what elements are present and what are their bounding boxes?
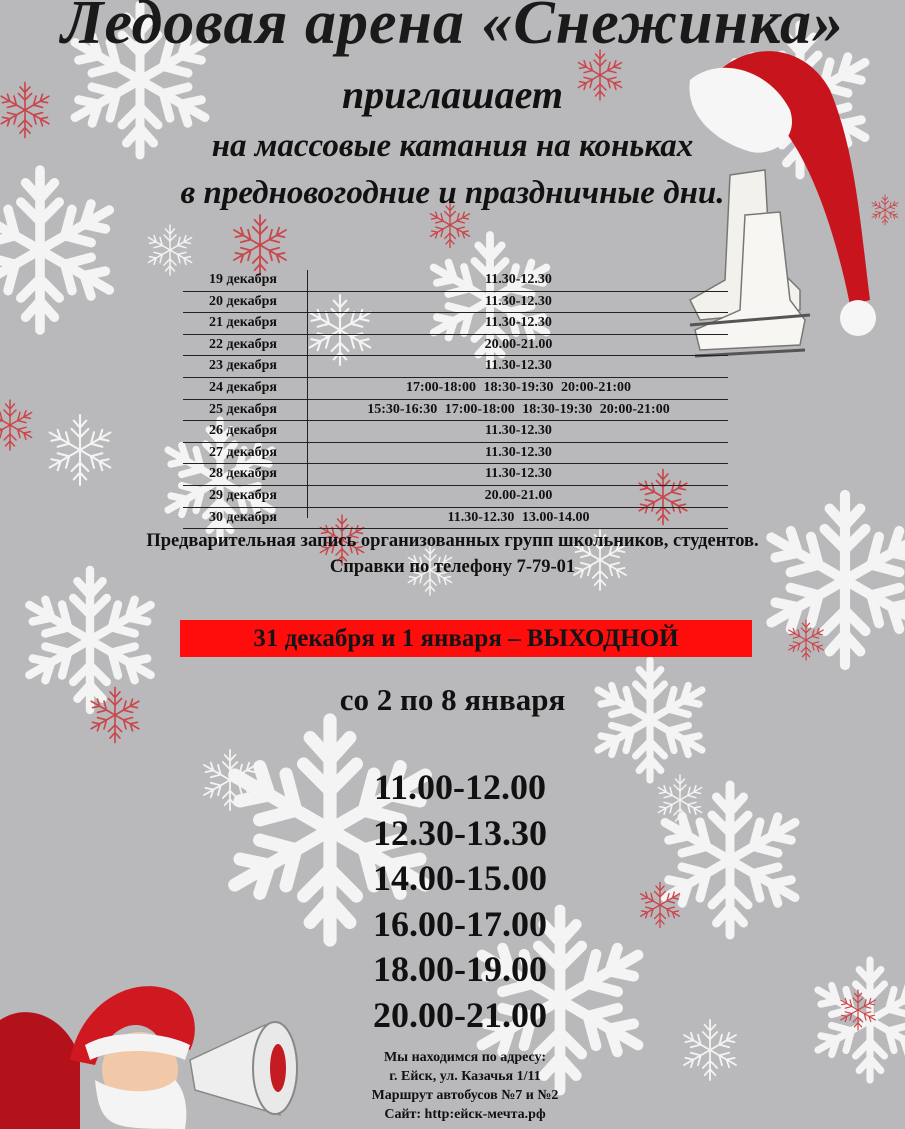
schedule-date: 30 декабря <box>208 509 277 525</box>
website: Сайт: http:ейск-мечта.рф <box>384 1107 546 1122</box>
schedule-date: 25 декабря <box>208 401 277 417</box>
holiday-banner: 31 декабря и 1 января – ВЫХОДНОЙ <box>180 620 752 657</box>
schedule-times: 20.00-21.00 <box>484 487 553 503</box>
poster-title: Ледовая арена «Снежинка» <box>61 0 844 57</box>
schedule-row <box>183 292 728 314</box>
january-time-slot: 11.00-12.00 <box>373 767 546 807</box>
address-street: г. Ейск, ул. Казачья 1/11 <box>389 1069 541 1084</box>
schedule-row <box>183 313 728 335</box>
schedule-date: 28 декабря <box>208 466 277 482</box>
schedule-times: 20.00-21.00 <box>484 336 553 352</box>
schedule-times: 11.30-12.30 13.00-14.00 <box>447 509 590 525</box>
phone-note: Справки по телефону 7-79-01 <box>329 557 576 577</box>
january-time-slot: 16.00-17.00 <box>373 903 547 944</box>
invites-heading: приглашает <box>342 72 563 117</box>
schedule-date: 23 декабря <box>208 358 277 374</box>
schedule-times: 11.30-12.30 <box>485 466 552 482</box>
schedule-row <box>183 443 728 465</box>
schedule-date: 29 декабря <box>208 487 277 503</box>
groups-note: Предварительная запись организованных групп школьников, студентов. <box>146 531 759 551</box>
subtitle-line-2: на массовые катания на коньках <box>211 128 694 164</box>
schedule-times: 11.30-12.30 <box>485 423 552 439</box>
schedule-times: 11.30-12.30 <box>485 444 552 460</box>
january-time-slot: 12.30-13.30 <box>373 812 547 853</box>
schedule-row <box>183 270 728 292</box>
schedule-date: 22 декабря <box>208 336 277 352</box>
address-footer <box>0 1048 905 1124</box>
january-period: со 2 по 8 января <box>339 682 566 717</box>
schedule-row <box>183 464 728 486</box>
schedule-row <box>183 486 728 508</box>
schedule-row <box>183 335 728 357</box>
address-heading: Мы находимся по адресу: <box>383 1050 547 1065</box>
schedule-date: 19 декабря <box>208 272 277 287</box>
schedule-times: 15:30-16:30 17:00-18:00 18:30-19:30 20:00-21:00 <box>367 401 670 417</box>
schedule-times: 11.30-12.30 <box>485 358 552 374</box>
schedule-row <box>183 356 728 378</box>
schedule-times: 11.30-12.30 <box>485 315 552 331</box>
schedule-row <box>183 421 728 443</box>
schedule-date: 20 декабря <box>208 293 277 309</box>
january-time-slot: 18.00-19.00 <box>373 949 547 989</box>
schedule-date: 24 декабря <box>208 379 277 395</box>
january-time-slot: 20.00-21.00 <box>373 994 547 1035</box>
schedule-row <box>183 400 728 422</box>
schedule-date: 26 декабря <box>208 423 277 439</box>
schedule-times: 11.30-12.30 <box>485 293 552 309</box>
schedule-times: 17:00-18:00 18:30-19:30 20:00-21:00 <box>406 379 631 395</box>
january-times-list <box>0 765 905 1038</box>
schedule-row <box>183 508 728 530</box>
schedule-date: 27 декабря <box>208 444 277 460</box>
schedule-date: 21 декабря <box>208 315 277 331</box>
bus-route: Маршрут автобусов №7 и №2 <box>371 1088 559 1103</box>
schedule-row <box>183 378 728 400</box>
schedule-times: 11.30-12.30 <box>485 272 552 287</box>
december-schedule-table <box>183 270 728 529</box>
subtitle-line-3: в предновогодние и праздничные дни. <box>180 175 725 211</box>
january-time-slot: 14.00-15.00 <box>373 858 547 898</box>
